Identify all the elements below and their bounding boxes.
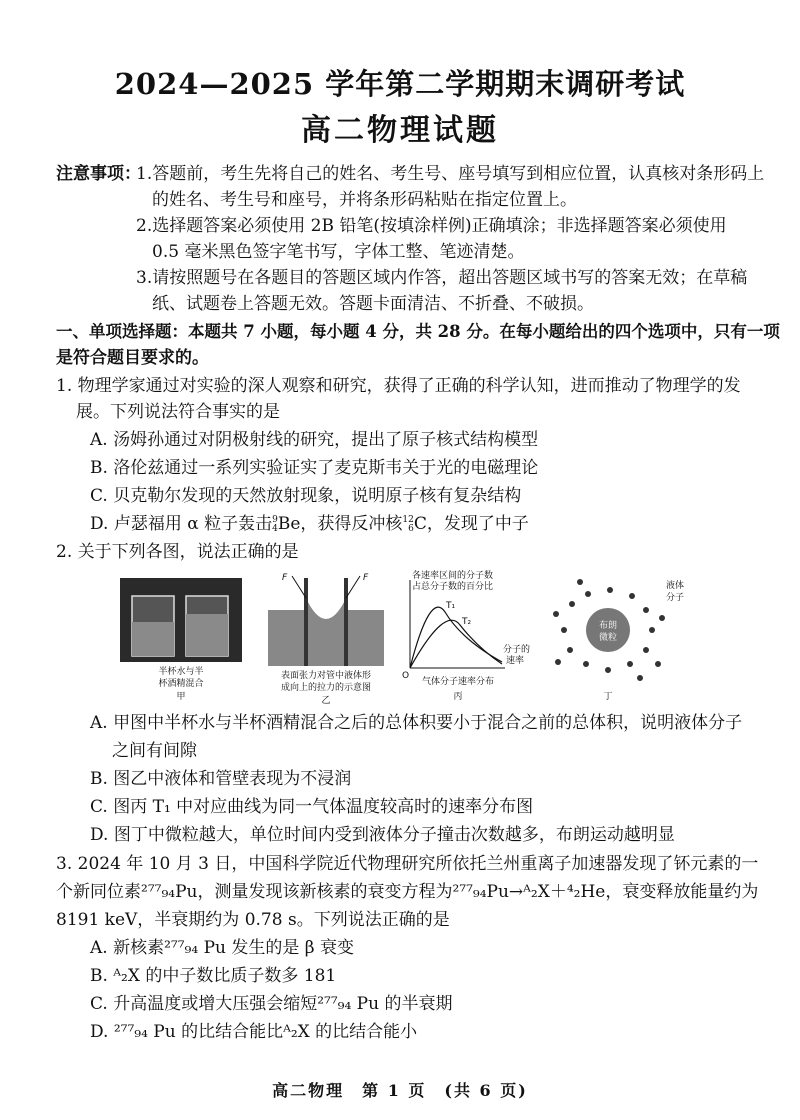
q2-option-d: D. 图丁中微粒越大，单位时间内受到液体分子撞击次数越多，布朗运动越明显 xyxy=(90,825,675,845)
section1-line-1: 一、单项选择题：本题共 7 小题，每小题 4 分，共 28 分。在每小题给出的四个选项中，只有一项 xyxy=(56,322,780,341)
exam-title: 2024—2025 学年第二学期期末调研考试 xyxy=(114,67,686,101)
fig-ding-label: 丁 xyxy=(603,692,613,702)
q1-option-b: B. 洛伦兹通过一系列实验证实了麦克斯韦关于光的电磁理论 xyxy=(90,458,539,478)
page-footer: 高二物理 第 1 页 (共 6 页) xyxy=(272,1081,528,1100)
q3-option-c: C. 升高温度或增大压强会缩短²⁷⁷₉₄ Pu 的半衰期 xyxy=(90,994,453,1014)
notice-label: 注意事项： xyxy=(56,164,141,184)
fig-jia-label: 甲 xyxy=(176,692,186,702)
exam-subtitle: 高二物理试题 xyxy=(301,113,499,148)
curve-t1 xyxy=(410,607,502,668)
q3-stem-3: 8191 keV，半衰期约为 0.78 s。下列说法正确的是 xyxy=(56,910,450,930)
q3-option-a: A. 新核素²⁷⁷₉₄ Pu 发生的是 β 衰变 xyxy=(90,938,354,958)
fig-bing-ylabel-1: 各速率区间的分子数 xyxy=(412,571,494,581)
fig-ding-liquid-1: 液体 xyxy=(666,581,685,591)
fig-jia-caption-2: 杯酒精混合 xyxy=(158,679,204,689)
fig-bing-label: 丙 xyxy=(453,692,463,702)
fig-yi-force-right: F xyxy=(363,573,369,583)
notice-line-5: 3.请按照题号在各题目的答题区域内作答，超出答题区域书写的答案无效；在草稿 xyxy=(136,268,748,288)
notice-line-1: 1.答题前，考生先将自己的姓名、考生号、座号填写到相应位置，认真核对条形码上 xyxy=(136,164,765,184)
fig-yi-label: 乙 xyxy=(321,696,331,706)
q3-stem-1: 3. 2024 年 10 月 3 日，中国科学院近代物理研究所依托兰州重离子加速器发现了钚元素的一 xyxy=(56,854,759,874)
fig-yi xyxy=(268,573,384,706)
notice-line-2: 的姓名、考生号和座号，并将条形码粘贴在指定位置上。 xyxy=(152,190,577,210)
q2-option-b: B. 图乙中液体和管壁表现为不浸润 xyxy=(90,769,352,789)
q3-option-d: D. ²⁷⁷₉₄ Pu 的比结合能比ᴬ₂X 的比结合能小 xyxy=(90,1022,418,1042)
fig-ding xyxy=(553,579,684,702)
section1-line-2: 是符合题目要求的。 xyxy=(56,348,209,368)
fig-bing-caption: 气体分子速率分布 xyxy=(421,677,495,687)
force-arrow-left xyxy=(292,576,306,598)
fig-ding-particle-1: 布朗 xyxy=(598,621,618,631)
force-arrow-right xyxy=(346,576,360,598)
q3-stem-2: 个新同位素²⁷⁷₉₄Pu，测量发现该新核素的衰变方程为²⁷⁷₉₄Pu→ᴬ₂X＋⁴₂He，衰变释放能量约为 xyxy=(56,882,759,902)
fig-yi-force-left: F xyxy=(282,573,288,583)
fig-ding-particle-2: 微粒 xyxy=(598,633,618,643)
fig-yi-caption-2: 成向上的拉力的示意图 xyxy=(280,683,372,693)
notice-line-4: 0.5 毫米黑色签字笔书写，字体工整、笔迹清楚。 xyxy=(152,242,525,262)
q2-stem: 2. 关于下列各图，说法正确的是 xyxy=(56,542,299,562)
fig-bing-origin: O xyxy=(402,671,410,681)
fig-jia xyxy=(120,578,242,702)
q2-option-a-1: A. 甲图中半杯水与半杯酒精混合之后的总体积要小于混合之前的总体积，说明液体分子 xyxy=(90,713,743,733)
fig-bing-ylabel-2: 占总分子数的百分比 xyxy=(412,582,494,592)
q1-option-d: D. 卢瑟福用 α 粒子轰击9 4Be，获得反冲核12 6C，发现了中子 xyxy=(90,514,529,534)
q1-option-c: C. 贝克勒尔发现的天然放射现象，说明原子核有复杂结构 xyxy=(90,486,522,506)
fig-bing-t1: T₁ xyxy=(446,601,456,611)
notice-line-3: 2.选择题答案必须使用 2B 铅笔(按填涂样例)正确填涂；非选择题答案必须使用 xyxy=(136,216,727,236)
fig-ding-liquid-2: 分子 xyxy=(666,593,685,603)
fig-bing-xlabel-2: 速率 xyxy=(506,656,525,666)
fig-bing-xlabel-1: 分子的 xyxy=(503,645,531,655)
fig-bing xyxy=(402,570,530,702)
q2-option-a-2: 之间有间隙 xyxy=(112,741,197,761)
q2-option-c: C. 图丙 T₁ 中对应曲线为同一气体温度较高时的速率分布图 xyxy=(90,797,534,817)
notice-line-6: 纸、试题卷上答题无效。答题卡面清洁、不折叠、不破损。 xyxy=(152,294,594,314)
tube-wall-left xyxy=(304,578,308,666)
fig-bing-t2: T₂ xyxy=(462,617,472,627)
q3-option-b: B. ᴬ₂X 的中子数比质子数多 181 xyxy=(90,966,337,986)
q1-stem-1: 1. 物理学家通过对实验的深人观察和研究，获得了正确的科学认知，进而推动了物理学的发 xyxy=(56,376,741,396)
q2-figures xyxy=(110,570,690,708)
fig-yi-caption-1: 表面张力对管中液体形 xyxy=(280,671,372,681)
q2-figure-svg xyxy=(110,570,690,708)
tube-wall-right xyxy=(344,578,348,666)
q1-stem-2: 展。下列说法符合事实的是 xyxy=(76,402,280,422)
fig-jia-caption-1: 半杯水与半 xyxy=(158,667,204,677)
q1-option-a: A. 汤姆孙通过对阴极射线的研究，提出了原子核式结构模型 xyxy=(90,430,539,450)
